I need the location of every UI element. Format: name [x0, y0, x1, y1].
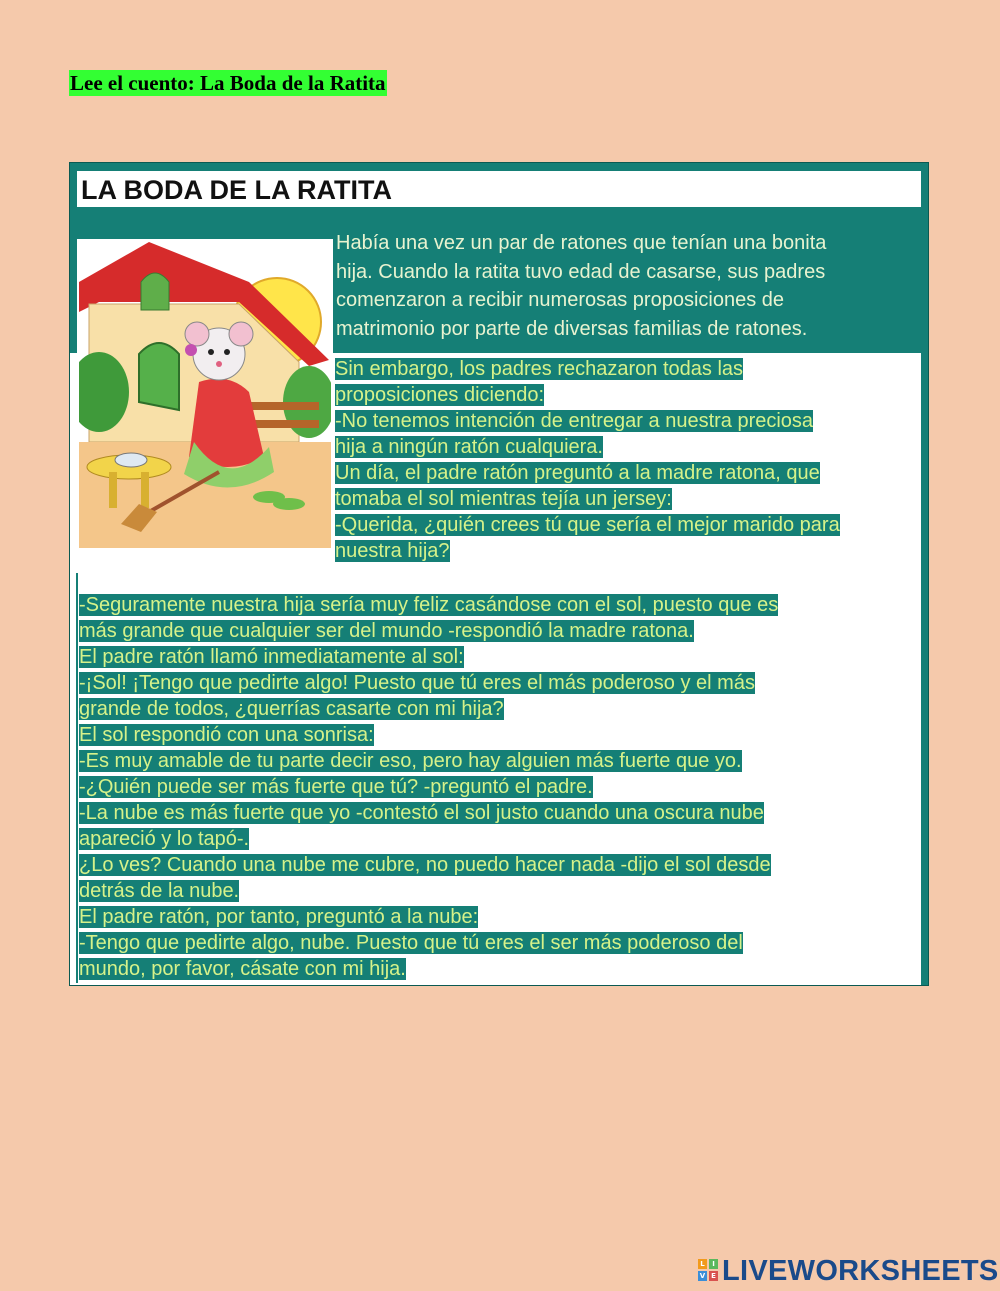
story-line: -¡Sol! ¡Tengo que pedirte algo! Puesto que tú eres el más poderoso y el más — [79, 672, 755, 694]
teal-left-edge — [76, 573, 78, 983]
instruction-heading: Lee el cuento: La Boda de la Ratita — [70, 71, 386, 95]
story-line: El padre ratón, por tanto, preguntó a la nube: — [79, 906, 479, 928]
story-box — [69, 162, 929, 986]
story-line: El padre ratón llamó inmediatamente al sol: — [79, 646, 464, 668]
liveworksheets-badge-icon — [698, 1259, 720, 1283]
story-line: -La nube es más fuerte que yo -contestó el sol justo cuando una oscura nube — [79, 802, 764, 824]
story-line: -¿Quién puede ser más fuerte que tú? -preguntó el padre. — [79, 776, 593, 798]
title-bar — [77, 171, 921, 207]
badge-letter: E — [709, 1271, 718, 1281]
story-title: LA BODA DE LA RATITA — [81, 175, 392, 205]
story-line: ¿Lo ves? Cuando una nube me cubre, no puedo hacer nada -dijo el sol desde — [79, 854, 771, 876]
liveworksheets-brand-text: LIVEWORKSHEETS — [722, 1255, 999, 1287]
story-line: -Tengo que pedirte algo, nube. Puesto que tú eres el ser más poderoso del — [79, 932, 743, 954]
story-line: Un día, el padre ratón preguntó a la madre ratona, que — [335, 462, 820, 484]
badge-letter: V — [699, 1272, 706, 1280]
story-line: Sin embargo, los padres rechazaron todas las — [335, 358, 744, 380]
story-line: más grande que cualquier ser del mundo -respondió la madre ratona. — [79, 620, 694, 642]
story-line: tomaba el sol mientras tejía un jersey: — [335, 488, 672, 510]
story-line: -Seguramente nuestra hija sería muy feliz casándose con el sol, puesto que es — [79, 594, 779, 616]
story-bottom-text — [79, 592, 924, 982]
intro-line: Había una vez un par de ratones que tenían una bonita — [336, 232, 827, 254]
badge-letter: L — [698, 1259, 707, 1269]
story-line: nuestra hija? — [335, 540, 450, 562]
story-line: -No tenemos intención de entregar a nuestra preciosa — [335, 410, 814, 432]
story-right-column — [335, 356, 925, 564]
story-line: hija a ningún ratón cualquiera. — [335, 436, 603, 458]
badge-letter: I — [709, 1259, 718, 1269]
story-line: -Es muy amable de tu parte decir eso, pero hay alguien más fuerte que yo. — [79, 750, 742, 772]
story-illustration — [77, 239, 333, 563]
ratita-house-illustration — [79, 242, 331, 548]
story-line: El sol respondió con una sonrisa: — [79, 724, 374, 746]
intro-line: comenzaron a recibir numerosas proposiciones de — [336, 289, 785, 311]
intro-line: matrimonio por parte de diversas familias de ratones. — [336, 317, 808, 340]
story-line: -Querida, ¿quién crees tú que sería el mejor marido para — [335, 514, 840, 536]
story-line: grande de todos, ¿querrías casarte con mi hija? — [79, 698, 504, 720]
story-line: apareció y lo tapó-. — [79, 828, 250, 850]
story-intro-paragraph — [336, 229, 926, 343]
story-line: mundo, por favor, cásate con mi hija. — [79, 958, 406, 980]
story-line: detrás de la nube. — [79, 880, 240, 902]
intro-line: hija. Cuando la ratita tuvo edad de casarse, sus padres — [336, 260, 826, 283]
story-line: proposiciones diciendo: — [335, 384, 545, 406]
